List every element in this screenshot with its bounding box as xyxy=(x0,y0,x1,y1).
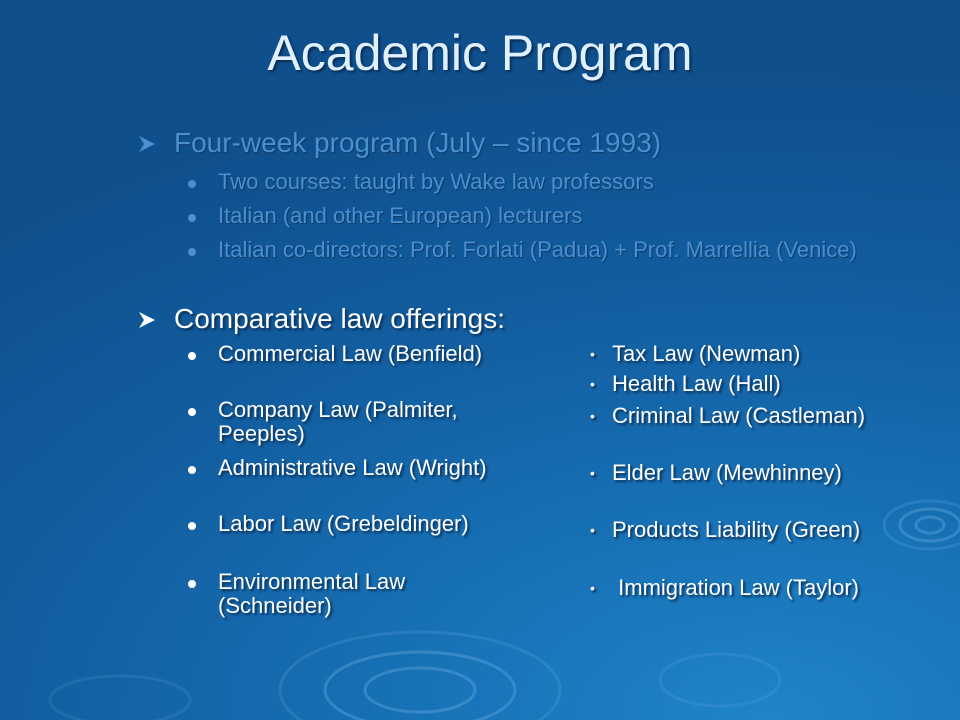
list-item-text: Italian co-directors: Prof. Forlati (Padua) + Prof. Marrellia (Venice) xyxy=(218,237,857,262)
list-item-text: Tax Law (Newman) xyxy=(612,341,801,366)
list-item-text: Criminal Law (Castleman) xyxy=(612,403,866,428)
round-bullet-icon xyxy=(188,522,196,530)
round-bullet-icon xyxy=(188,408,196,416)
list-item-text: Administrative Law (Wright) xyxy=(218,455,487,480)
small-bullet-icon: • xyxy=(590,408,595,424)
round-bullet-icon xyxy=(188,214,196,222)
small-bullet-icon: • xyxy=(590,580,595,596)
small-bullet-icon: • xyxy=(590,376,595,392)
small-bullet-icon: • xyxy=(590,465,595,481)
list-item-text: Commercial Law (Benfield) xyxy=(218,341,483,366)
list-item-text: Company Law (Palmiter, Peeples) xyxy=(218,397,458,446)
list-item-text: Two courses: taught by Wake law professors xyxy=(218,169,654,194)
round-bullet-icon xyxy=(188,180,196,188)
list-item-text: Labor Law (Grebeldinger) xyxy=(218,511,469,536)
slide-title: Academic Program xyxy=(267,25,693,81)
arrow-bullet-icon xyxy=(138,135,156,153)
list-item-text: Italian (and other European) lecturers xyxy=(218,203,583,228)
list-item-text: Environmental Law (Schneider) xyxy=(218,569,406,618)
list-item-text: Elder Law (Mewhinney) xyxy=(612,460,842,485)
section-heading-text: Comparative law offerings: xyxy=(174,303,505,334)
round-bullet-icon xyxy=(188,580,196,588)
arrow-bullet-icon xyxy=(138,311,156,329)
round-bullet-icon xyxy=(188,248,196,256)
small-bullet-icon: • xyxy=(590,522,595,538)
list-item-text: Health Law (Hall) xyxy=(612,371,781,396)
list-item-text: Immigration Law (Taylor) xyxy=(612,575,859,600)
section-heading-text: Four-week program (July – since 1993) xyxy=(174,127,662,158)
small-bullet-icon: • xyxy=(590,346,595,362)
round-bullet-icon xyxy=(188,466,196,474)
list-item-text: Products Liability (Green) xyxy=(612,517,861,542)
round-bullet-icon xyxy=(188,352,196,360)
